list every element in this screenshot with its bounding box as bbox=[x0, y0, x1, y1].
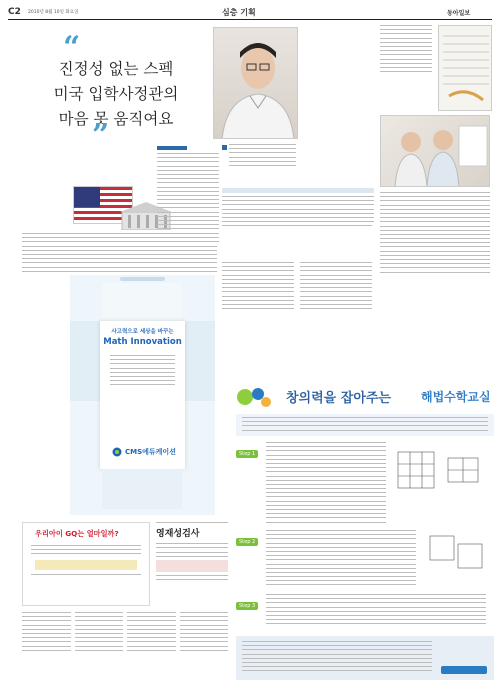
article-column-3 bbox=[380, 192, 490, 276]
math-step-2 bbox=[236, 528, 494, 590]
step-2-figure bbox=[426, 532, 486, 572]
masthead-rule bbox=[8, 19, 492, 20]
headline-line-1: 진정성 없는 스펙 bbox=[58, 60, 174, 78]
branch-listing bbox=[22, 612, 228, 672]
step-1-label: Step 1 bbox=[236, 450, 258, 458]
section-title: 심층 기획 bbox=[222, 8, 256, 17]
article-column-2 bbox=[300, 262, 372, 312]
photo-caption bbox=[222, 144, 296, 169]
ad-url bbox=[120, 277, 165, 281]
right-top-caption bbox=[380, 25, 432, 75]
gq-ad bbox=[22, 522, 150, 606]
step-1-grid-figure bbox=[396, 450, 486, 490]
table-block-2 bbox=[306, 188, 374, 248]
headline-line-2: 미국 입학사정관의 bbox=[53, 85, 179, 103]
gifted-title: 영재성검사 bbox=[156, 529, 200, 540]
student-photo bbox=[213, 27, 298, 139]
math-innovation-ad bbox=[70, 275, 215, 515]
math-section-header bbox=[236, 380, 494, 412]
ad-panel-bottom bbox=[102, 469, 182, 509]
newspaper-name: 동아일보 bbox=[447, 10, 471, 17]
math-section-logo-icon bbox=[236, 384, 272, 410]
quote-close-mark: ” bbox=[92, 118, 110, 153]
issue-date: 2010년 8월 10일 화요일 bbox=[28, 10, 79, 15]
ad-brand: CMS에듀케이션 bbox=[125, 448, 176, 456]
ad-center-panel bbox=[100, 321, 185, 469]
headline-line-3: 마음 못 움직여요 bbox=[58, 110, 174, 128]
ad-title-line1: 사고력으로 세상을 바꾸는 bbox=[111, 329, 174, 335]
math-section-badge: 해법수학교실 bbox=[421, 390, 491, 404]
math-footer bbox=[236, 636, 494, 680]
ad-title-line2: Math Innovation bbox=[103, 337, 182, 347]
math-section-title: 창의력을 잡아주는 bbox=[286, 391, 391, 406]
quote-open-mark: “ bbox=[63, 30, 81, 65]
ad-brand-logo bbox=[112, 447, 176, 457]
page-number: C2 bbox=[8, 7, 21, 17]
highlight-box bbox=[157, 146, 219, 244]
notebook-photo bbox=[438, 25, 492, 111]
student-group-photo bbox=[380, 115, 490, 187]
step-3-label: Step 3 bbox=[236, 602, 258, 610]
cms-logo-icon bbox=[112, 447, 122, 457]
gifted-test-ad bbox=[156, 522, 228, 606]
masthead bbox=[0, 0, 500, 22]
math-footer-logo bbox=[441, 666, 487, 674]
math-step-1 bbox=[236, 440, 494, 526]
article-column-1 bbox=[222, 262, 294, 312]
gq-headline: 우리아이 GQ는 얼마일까? bbox=[35, 529, 119, 538]
step-2-label: Step 2 bbox=[236, 538, 258, 546]
ad-panel-top bbox=[102, 283, 182, 323]
math-intro-panel bbox=[236, 414, 494, 436]
math-step-3 bbox=[236, 592, 494, 632]
headline bbox=[26, 57, 206, 132]
